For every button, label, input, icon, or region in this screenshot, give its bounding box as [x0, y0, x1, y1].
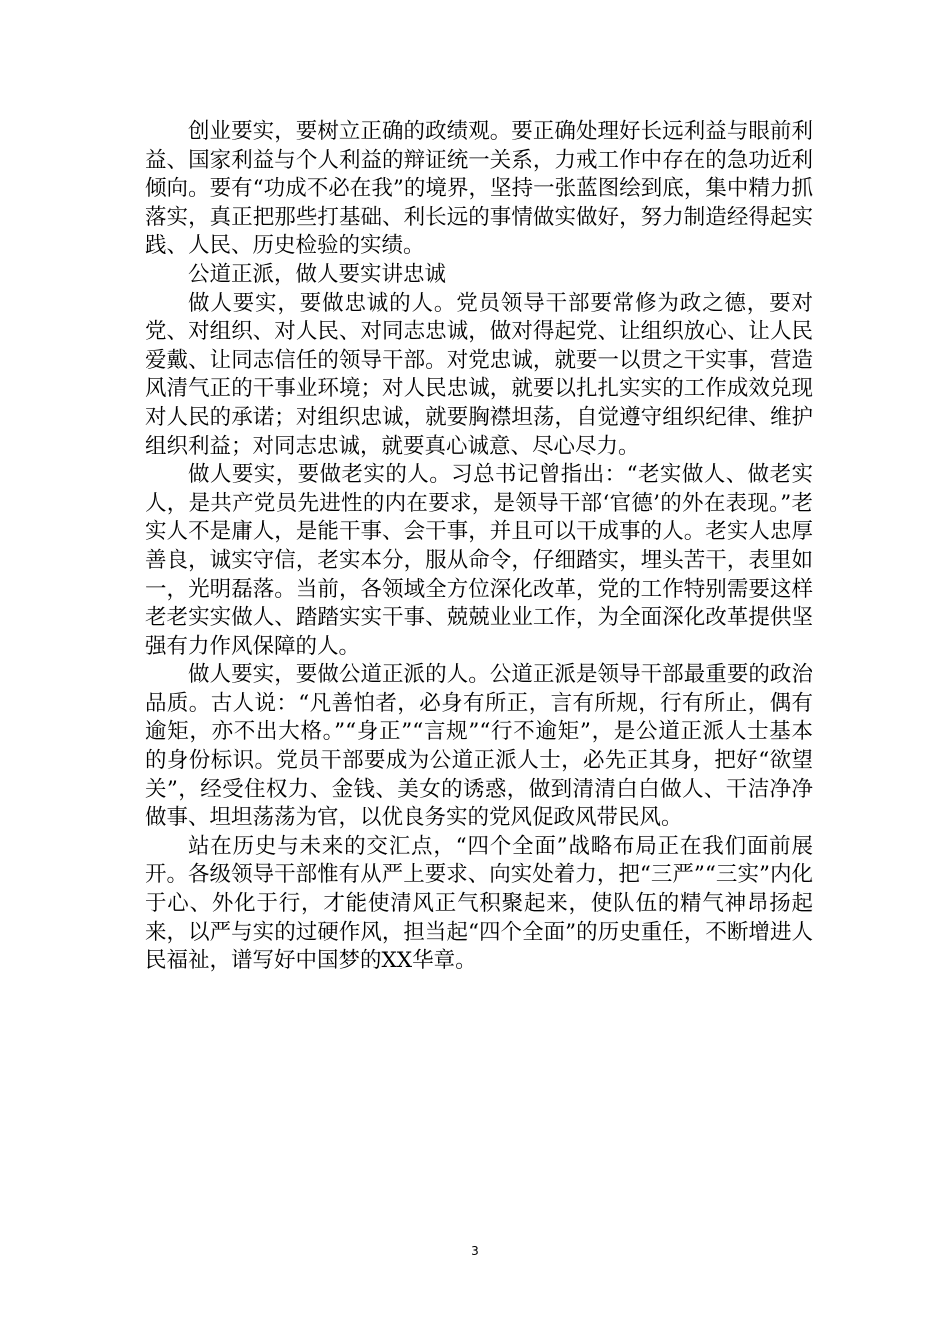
section-heading: 公道正派，做人要实讲忠诚 — [188, 261, 447, 287]
paragraph-gongdao: 做人要实，要做公道正派的人。公道正派是领导干部最重要的政治品质。古人说：“凡善怕者，必身有所正，言有所规，行有所止，偶有逾矩，亦不出大格。”“身正”“言规”“行不逾矩”，是公道正派人士基本的身份标识。党员干部要成为公道正派人士，必先正其身，把好“欲望关”，经受住权力、金钱、美女的诱惑，做到清清白白做人、干洁净净做事、坦坦荡荡为官，以优良务实的党风促政风带民风。 — [145, 662, 813, 831]
paragraph-conclusion: 站在历史与未来的交汇点，“四个全面”战略布局正在我们面前展开。各级领导干部惟有从严上要求、向实处着力，把“三严”“三实”内化于心、外化于行，才能使清风正气积聚起来，使队伍的精气神昂扬起来，以严与实的过硬作风，担当起“四个全面”的历史重任，不断增进人民福祉，谱写好中国梦的XX华章。 — [145, 833, 813, 974]
paragraph-chuangye: 创业要实，要树立正确的政绩观。要正确处理好长远利益与眼前利益、国家利益与个人利益的辩证统一关系，力戒工作中存在的急功近利倾向。要有“功成不必在我”的境界，坚持一张蓝图绘到底，集中精力抓落实，真正把那些打基础、利长远的事情做实做好，努力制造经得起实践、人民、历史检验的实绩。 — [145, 119, 813, 259]
paragraph-zhongcheng: 做人要实，要做忠诚的人。党员领导干部要常修为政之德，要对党、对组织、对人民、对同志忠诚，做对得起党、让组织放心、让人民爱戴、让同志信任的领导干部。对党忠诚，就要一以贯之干实事，营造风清气正的干事业环境；对人民忠诚，就要以扎扎实实的工作成效兑现对人民的承诺；对组织忠诚，就要胸襟坦荡，自觉遵守组织纪律、维护组织利益；对同志忠诚，就要真心诚意、尽心尽力。 — [145, 290, 813, 459]
page-number: 3 — [471, 1244, 479, 1258]
paragraph-laoshi: 做人要实，要做老实的人。习总书记曾指出：“老实做人、做老实人，是共产党员先进性的内在要求，是领导干部‘官德’的外在表现。”老实人不是庸人，是能干事、会干事，并且可以干成事的人。老实人忠厚善良，诚实守信，老实本分，服从命令，仔细踏实，埋头苦干，表里如一，光明磊落。当前，各领域全方位深化改革，党的工作特别需要这样老老实实做人、踏踏实实干事、兢兢业业工作，为全面深化改革提供坚强有力作风保障的人。 — [145, 462, 813, 659]
document-body — [145, 118, 813, 976]
